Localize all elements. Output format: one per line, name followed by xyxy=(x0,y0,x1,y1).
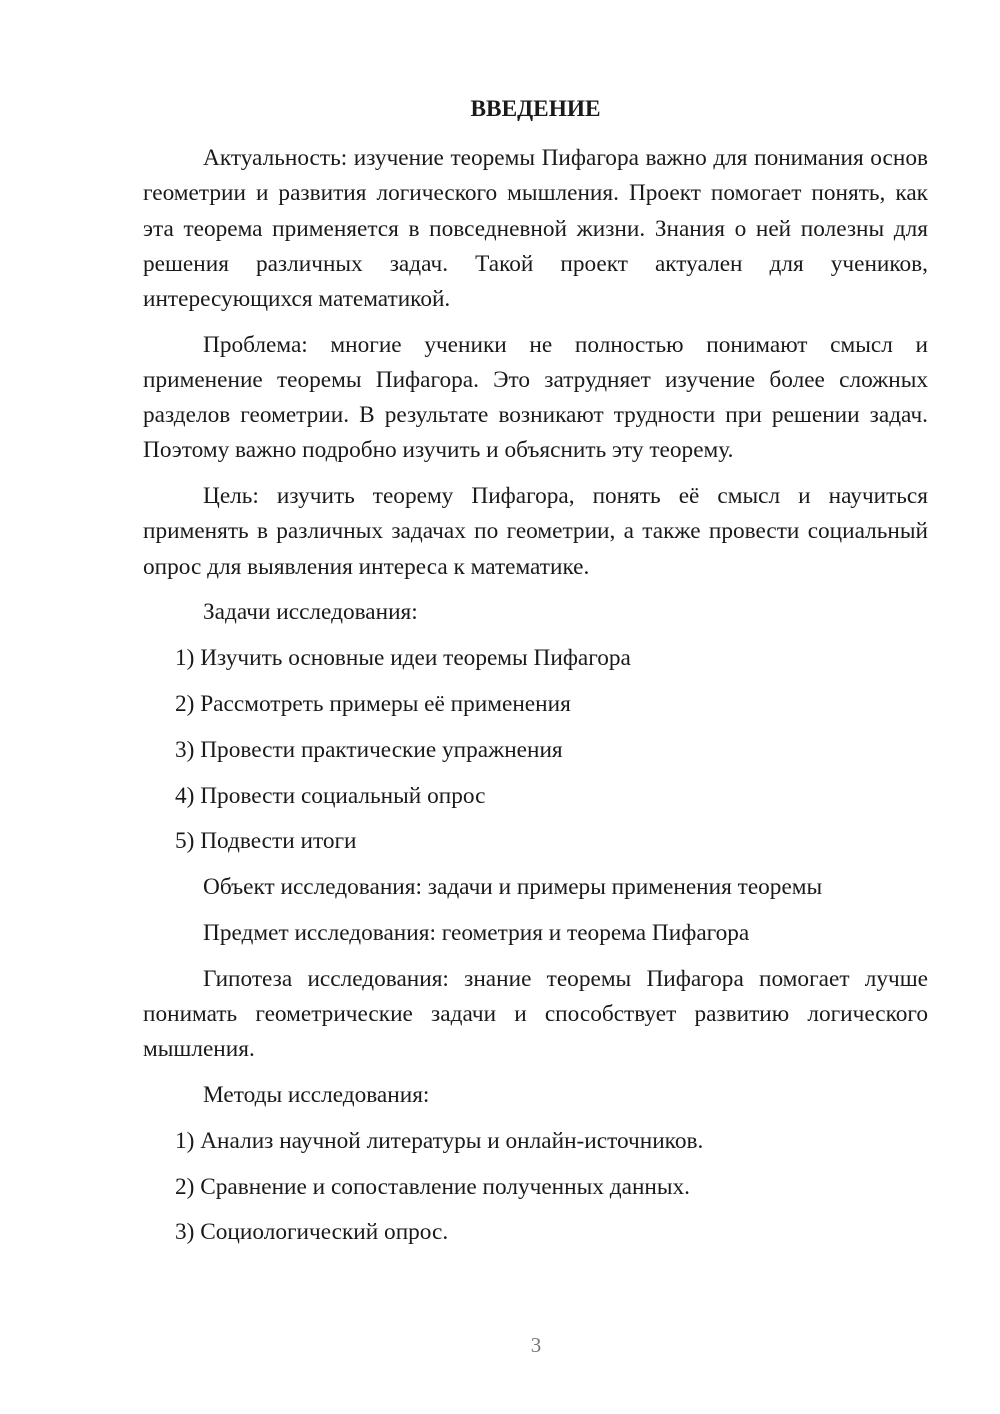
goal-paragraph: Цель: изучить теорему Пифагора, понять её смысл и научиться применять в различных задачах по геометрии, а также провести социальный опрос для выявления интереса к математике. xyxy=(143,483,928,580)
problem-paragraph: Проблема: многие ученики не полностью понимают смысл и применение теоремы Пифагора. Это затрудняет изучение более сложных разделов геометрии. В результате возникают трудности при решении задач. Поэтому важно подробно изучить и объяснить эту теорему. xyxy=(143,331,928,464)
task-item: 1) Изучить основные идеи теоремы Пифагора xyxy=(175,645,631,672)
hypothesis-paragraph: Гипотеза исследования: знание теоремы Пифагора помогает лучше понимать геометрические задачи и способствует развитию логического мышления. xyxy=(143,965,928,1063)
methods-heading: Методы исследования: xyxy=(203,1082,430,1108)
subject-paragraph: Предмет исследования: геометрия и теорема Пифагора xyxy=(203,920,750,946)
relevance-paragraph: Актуальность: изучение теоремы Пифагора важно для понимания основ геометрии и развития логического мышления. Проект помогает понять, как эта теорема применяется в повседневной жизни. Знания о ней полезны для решения различных задач. Такой проект актуален для учеников, интересующихся математикой. xyxy=(143,145,928,313)
task-item: 4) Провести социальный опрос xyxy=(175,782,486,809)
task-item: 5) Подвести итоги xyxy=(175,828,357,855)
method-item: 2) Сравнение и сопоставление полученных данных. xyxy=(175,1173,690,1200)
task-item: 2) Рассмотреть примеры её применения xyxy=(175,691,571,718)
task-item: 3) Провести практические упражнения xyxy=(175,736,563,763)
object-paragraph: Объект исследования: задачи и примеры применения теоремы xyxy=(203,874,823,901)
tasks-heading: Задачи исследования: xyxy=(203,599,418,626)
document-page xyxy=(143,92,928,1261)
section-title: ВВЕДЕНИЕ xyxy=(470,96,601,122)
page-number: 3 xyxy=(530,1333,542,1357)
method-item: 3) Социологический опрос. xyxy=(175,1219,449,1246)
method-item: 1) Анализ научной литературы и онлайн-источников. xyxy=(175,1127,704,1154)
